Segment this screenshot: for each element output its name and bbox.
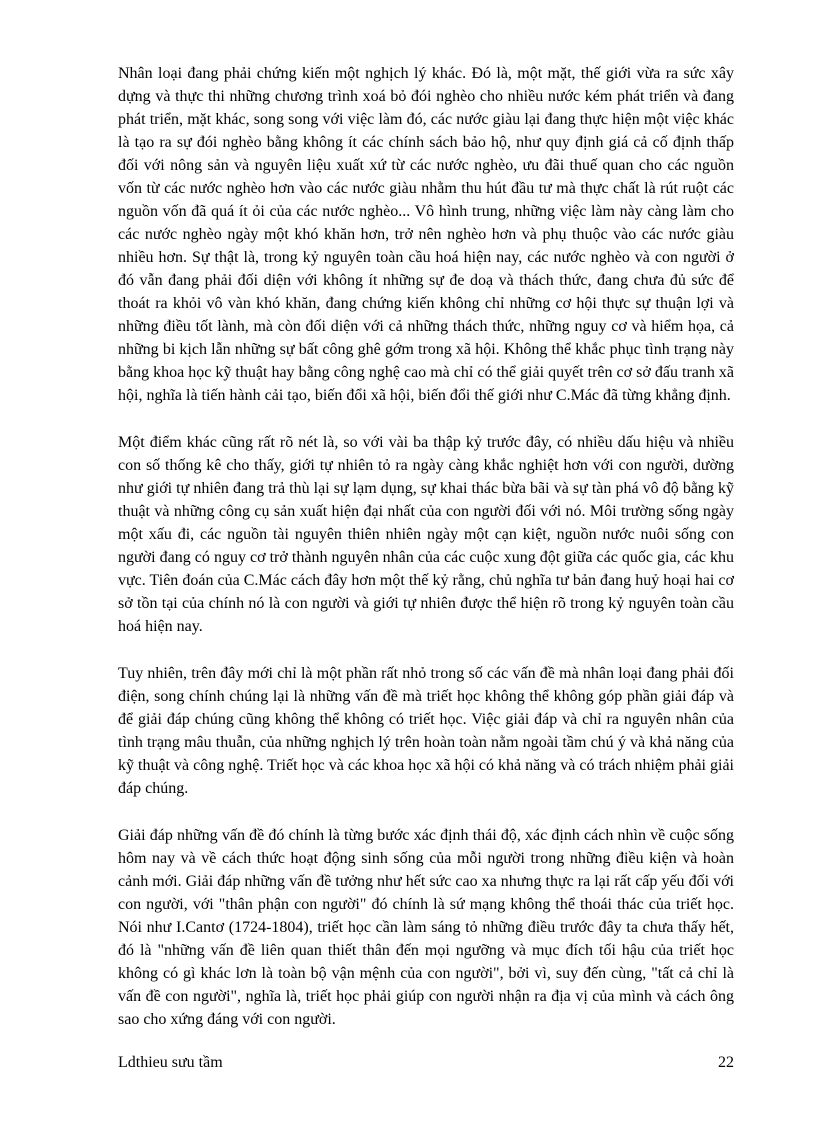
paragraph-2: Một điểm khác cũng rất rõ nét là, so với vài ba thập kỷ trước đây, có nhiều dấu hiệu và nhiều con số thống kê cho thấy, giới tự nhiên tỏ ra ngày càng khắc nghiệt hơn với con người, dường như giới tự nhiên đang trả thù lại sự lạm dụng, sự khai thác bừa bãi và sự tàn phá vô độ bằng kỹ thuật và những công cụ sản xuất hiện đại nhất của con người đối với nó. Môi trường sống ngày một xấu đi, các nguồn tài nguyên thiên nhiên ngày một cạn kiệt, nguồn nước nuôi sống con người đang có nguy cơ trở thành nguyên nhân của các cuộc xung đột giữa các quốc gia, các khu vực. Tiên đoán của C.Mác cách đây hơn một thế kỷ rằng, chủ nghĩa tư bản đang huỷ hoại hai cơ sở tồn tại của chính nó là con người và giới tự nhiên được thể hiện rõ trong kỷ nguyên toàn cầu hoá hiện nay. <box>118 434 734 635</box>
footer-source: Ldthieu sưu tầm <box>118 1054 223 1071</box>
paragraph-3: Tuy nhiên, trên đây mới chỉ là một phần rất nhỏ trong số các vấn đề mà nhân loại đang phải đối điện, song chính chúng lại là những vấn đề mà triết học không thể không góp phần giải đáp và để giải đáp chúng cũng không thể không có triết học. Việc giải đáp và chỉ ra nguyên nhân của tình trạng mâu thuẫn, của những nghịch lý trên hoàn toàn nằm ngoài tầm chú ý và khả năng của kỹ thuật và công nghệ. Triết học và các khoa học xã hội có khả năng và có trách nhiệm phải giải đáp chúng. <box>118 665 734 797</box>
paragraph-1: Nhân loại đang phải chứng kiến một nghịch lý khác. Đó là, một mặt, thế giới vừa ra sức xây dựng và thực thi những chương trình xoá bỏ đói nghèo cho nhiều nước kém phát triển và đang phát triển, mặt khác, song song với việc làm đó, các nước giàu lại đang thực hiện một việc khác là tạo ra sự đói nghèo bằng không ít các chính sách bảo hộ, như quy định giá cả cố định thấp đối với nông sản và nguyên liệu xuất xứ từ các nước nghèo, ưu đãi thuế quan cho các nguồn vốn từ các nước nghèo hơn vào các nước giàu nhằm thu hút đầu tư mà thực chất là rút ruột các nguồn vốn đã quá ít ỏi của các nước nghèo... Vô hình trung, những việc làm này càng làm cho các nước nghèo ngày một khó khăn hơn, trở nên nghèo hơn và phụ thuộc vào các nước giàu nhiều hơn. Sự thật là, trong kỷ nguyên toàn cầu hoá hiện nay, các nước nghèo và con người ở đó vẫn đang phải đối diện với không ít những sự đe doạ và thách thức, đang chưa đủ sức để thoát ra khỏi vô vàn khó khăn, đang chứng kiến không chỉ những cơ hội thực sự thuận lợi và những điều tốt lành, mà còn đối diện với cả những thách thức, những nguy cơ và hiểm họa, cả những bi kịch lẫn những sự bất công ghê gớm trong xã hội. Không thể khắc phục tình trạng này bằng khoa học kỹ thuật hay bằng công nghệ cao mà chỉ có thể giải quyết trên cơ sở đấu tranh xã hội, nghĩa là tiến hành cải tạo, biến đổi xã hội, biến đổi thế giới như C.Mác đã từng khẳng định. <box>118 65 734 404</box>
page-footer <box>118 1052 734 1074</box>
body-text <box>118 62 734 1055</box>
page-number: 22 <box>718 1054 734 1071</box>
paragraph-4: Giải đáp những vấn đề đó chính là từng bước xác định thái độ, xác định cách nhìn về cuộc sống hôm nay và về cách thức hoạt động sinh sống của mỗi người trong những điều kiện và hoàn cảnh mới. Giải đáp những vấn đề tưởng như hết sức cao xa nhưng thực ra lại rất cấp yếu đối với con người, với "thân phận con người" đó chính là sứ mạng không thể thoái thác của triết học. Nói như I.Cantơ (1724-1804), triết học cần làm sáng tỏ những điều trước đây ta chưa thấy hết, đó là "những vấn đề liên quan thiết thân đến mọi ngưỡng và mục đích tối hậu của triết học không có gì khác lơn là toàn bộ vận mệnh của con người", bởi vì, suy đến cùng, "tất cả chỉ là vấn đề con người", nghĩa là, triết học phải giúp con người nhận ra địa vị của mình và cách ông sao cho xứng đáng với con người. <box>118 827 734 1028</box>
